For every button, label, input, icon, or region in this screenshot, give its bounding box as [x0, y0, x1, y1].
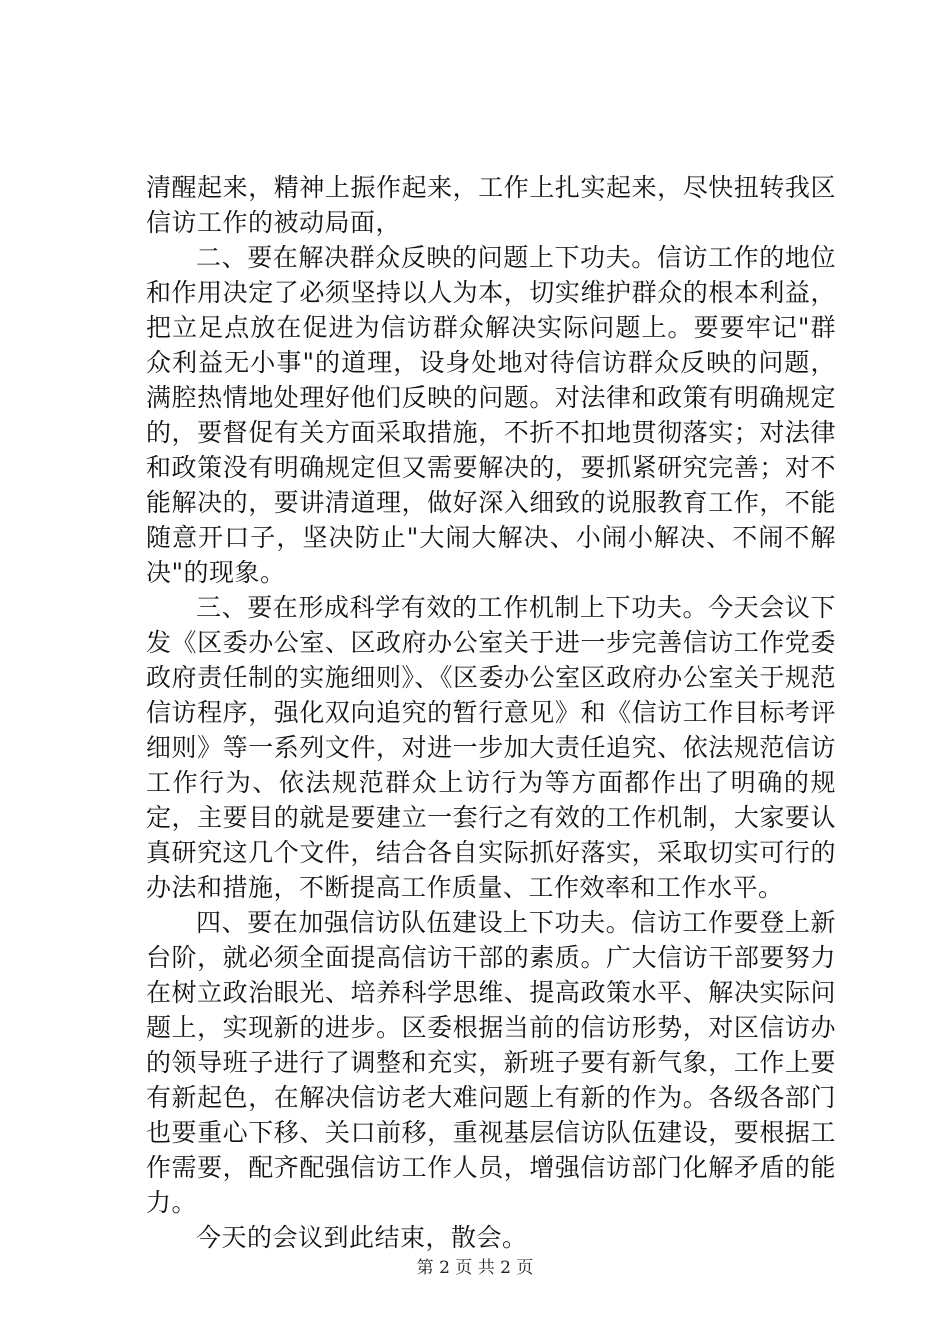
paragraph-continuation: 清醒起来，精神上振作起来，工作上扎实起来，尽快扭转我区信访工作的被动局面， [146, 173, 836, 237]
document-body [146, 170, 836, 1255]
paragraph-section-four: 四、要在加强信访队伍建设上下功夫。信访工作要登上新台阶，就必须全面提高信访干部的素质。广大信访干部要努力在树立政治眼光、培养科学思维、提高政策水平、解决实际问题上，实现新的进步。区委根据当前的信访形势，对区信访办的领导班子进行了调整和充实，新班子要有新气象，工作上要有新起色，在解决信访老大难问题上有新的作为。各级各部门也要重心下移、关口前移，重视基层信访队伍建设，要根据工作需要，配齐配强信访工作人员，增强信访部门化解矛盾的能力。 [146, 908, 836, 1217]
paragraph-section-two: 二、要在解决群众反映的问题上下功夫。信访工作的地位和作用决定了必须坚持以人为本，切实维护群众的根本利益，把立足点放在促进为信访群众解决实际问题上。要要牢记"群众利益无小事"的道理，设身处地对待信访群众反映的问题，满腔热情地处理好他们反映的问题。对法律和政策有明确规定的，要督促有关方面采取措施，不折不扣地贯彻落实；对法律和政策没有明确规定但又需要解决的，要抓紧研究完善；对不能解决的，要讲清道理，做好深入细致的说服教育工作，不能随意开口子，坚决防止"大闹大解决、小闹小解决、不闹不解决"的现象。 [146, 243, 836, 587]
page-number-label: 第 2 页 共 2 页 [416, 1258, 534, 1278]
page-footer [0, 1253, 950, 1278]
paragraph-section-three: 三、要在形成科学有效的工作机制上下功夫。今天会议下发《区委办公室、区政府办公室关于进一步完善信访工作党委政府责任制的实施细则》、《区委办公室区政府办公室关于规范信访程序，强化双向追究的暂行意见》和《信访工作目标考评细则》等一系列文件，对进一步加大责任追究、依法规范信访工作行为、依法规范群众上访行为等方面都作出了明确的规定，主要目的就是要建立一套行之有效的工作机制，大家要认真研究这几个文件，结合各自实际抓好落实，采取切实可行的办法和措施，不断提高工作质量、工作效率和工作水平。 [146, 593, 836, 902]
paragraph-closing: 今天的会议到此结束，散会。 [196, 1223, 528, 1252]
